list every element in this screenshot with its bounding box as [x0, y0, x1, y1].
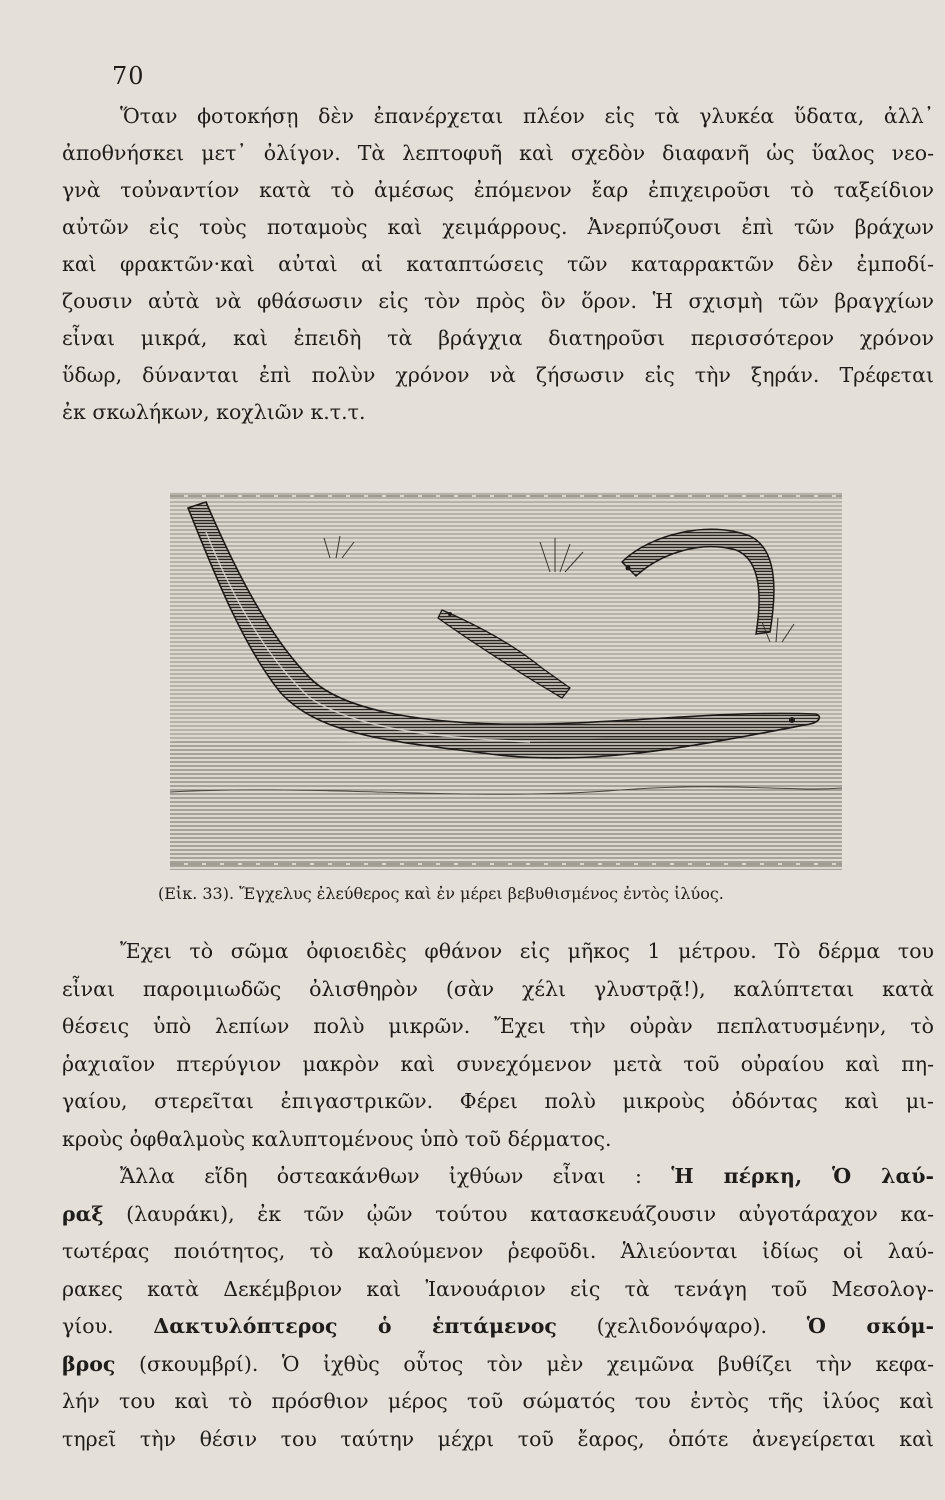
text-line: εἶναι παροιμιωδῶς ὀλισθηρὸν (σὰν χέλι γλυστρᾷ!), καλύπτεται κατὰ: [62, 976, 934, 1001]
text-span: (χελιδονόψαρο).: [556, 1314, 807, 1338]
text-line: τηρεῖ τὴν θέσιν του ταύτην μέχρι τοῦ ἔαρος, ὁπότε ἀνεγείρεται καὶ: [62, 1426, 934, 1451]
text-line: ῥαχιαῖον πτερύγιον μακρὸν καὶ συνεχόμενον μετὰ τοῦ οὐραίου καὶ πη-: [62, 1051, 934, 1076]
eel-engraving-illustration: [170, 492, 842, 870]
text-line: γνὰ τοὐναντίον κατὰ τὸ ἀμέσως ἐπόμενον ἔαρ ἐπιχειροῦσι τὸ ταξείδιον: [62, 178, 934, 202]
text-span: (σκουμβρί). Ὁ ἰχθὺς οὗτος τὸν μὲν χειμῶνα βυθίζει τὴν κεφα-: [115, 1351, 934, 1376]
text-line: ρακες κατὰ Δεκέμβριον καὶ Ἰανουάριον εἰς τὰ τενάγη τοῦ Μεσολογ-: [62, 1276, 934, 1301]
text-line: τωτέρας ποιότητος, τὸ καλούμενον ῥεφοῦδι. Ἁλιεύονται ἰδίως οἱ λαύ-: [62, 1239, 934, 1263]
text-span: γίου.: [62, 1314, 154, 1338]
species-name-perch-bass: Ἡ πέρκη, Ὁ λαύ-: [671, 1164, 934, 1188]
text-line: γαίου, στερεῖται ἐπιγαστρικῶν. Φέρει πολὺ μικροὺς ὀδόντας καὶ μι-: [62, 1089, 934, 1113]
page-number: 70: [112, 62, 145, 90]
text-line: κροὺς ὀφθαλμοὺς καλυπτομένους ὑπὸ τοῦ δέρματος.: [62, 1126, 612, 1151]
paragraph-eel-description: [62, 933, 934, 1458]
figure-caption: (Εἰκ. 33). Ἔγχελυς ἐλεύθερος καὶ ἐν μέρει βεβυθισμένος ἐντὸς ἰλύος.: [158, 884, 724, 903]
species-name-mackerel: Ὁ σκόμ-: [806, 1314, 934, 1338]
text-line: Ὅταν ϕοτοκήσῃ δὲν ἐπανέρχεται πλέον εἰς τὰ γλυκέα ὕδατα, ἀλλ᾽: [120, 104, 934, 128]
species-name-flying-gurnard: Δακτυλόπτερος ὁ ἑπτάμενος: [153, 1314, 557, 1338]
text-line: Ἔχει τὸ σῶμα ὀφιοειδὲς φθάνον εἰς μῆκος 1 μέτρου. Τὸ δέρμα του: [120, 939, 934, 963]
text-line: εἶναι μικρά, καὶ ἐπειδὴ τὰ βράγχια διατηροῦσι περισσότερον χρόνον: [62, 326, 934, 350]
text-line: [62, 1346, 934, 1384]
text-line: λήν του καὶ τὸ πρόσθιον μέρος τοῦ σώματός του ἐντὸς τῆς ἰλύος καὶ: [62, 1389, 934, 1413]
text-line: αὐτῶν εἰς τοὺς ποταμοὺς καὶ χειμάρρους. Ἀνερπύζουσι ἐπὶ τῶν βράχων: [62, 215, 934, 239]
species-name-mackerel-end: βρος: [62, 1351, 116, 1376]
text-line: [62, 1196, 934, 1234]
text-span: (λαυράκι), ἐκ τῶν ᾠῶν τούτου κατασκευάζουσιν αὐγοτάραχον κα-: [103, 1201, 934, 1226]
text-span: Ἄλλα εἴδη ὀστεακάνθων ἰχθύων εἶναι :: [120, 1164, 672, 1188]
text-line: ὕδωρ, δύνανται ἐπὶ πολὺν χρόνον νὰ ζήσωσιν εἰς τὴν ξηράν. Τρέφεται: [62, 363, 934, 387]
species-name-bass-end: ραξ: [62, 1201, 104, 1226]
text-line: ἐκ σκωλήκων, κοχλιῶν κ.τ.τ.: [62, 400, 366, 424]
text-line: θέσεις ὑπὸ λεπίων πολὺ μικρῶν. Ἔχει τὴν οὐρὰν πεπλατυσμένην, τὸ: [62, 1014, 934, 1038]
paragraph-eel-migration: [62, 98, 934, 431]
text-line: [62, 1158, 934, 1196]
text-line: καὶ φρακτῶν·καὶ αὐταὶ αἱ καταπτώσεις τῶν καταρρακτῶν δὲν ἐμποδί-: [62, 252, 934, 276]
text-line: ἀποθνήσκει μετ᾽ ὀλίγον. Τὰ λεπτοφυῆ καὶ σχεδὸν διαφανῆ ὡς ὕαλος νεο-: [62, 141, 934, 165]
text-line: [62, 1308, 934, 1346]
text-line: ζουσιν αὐτὰ νὰ φθάσωσιν εἰς τὸν πρὸς ὃν ὅρον. Ἡ σχισμὴ τῶν βραγχίων: [62, 289, 934, 313]
